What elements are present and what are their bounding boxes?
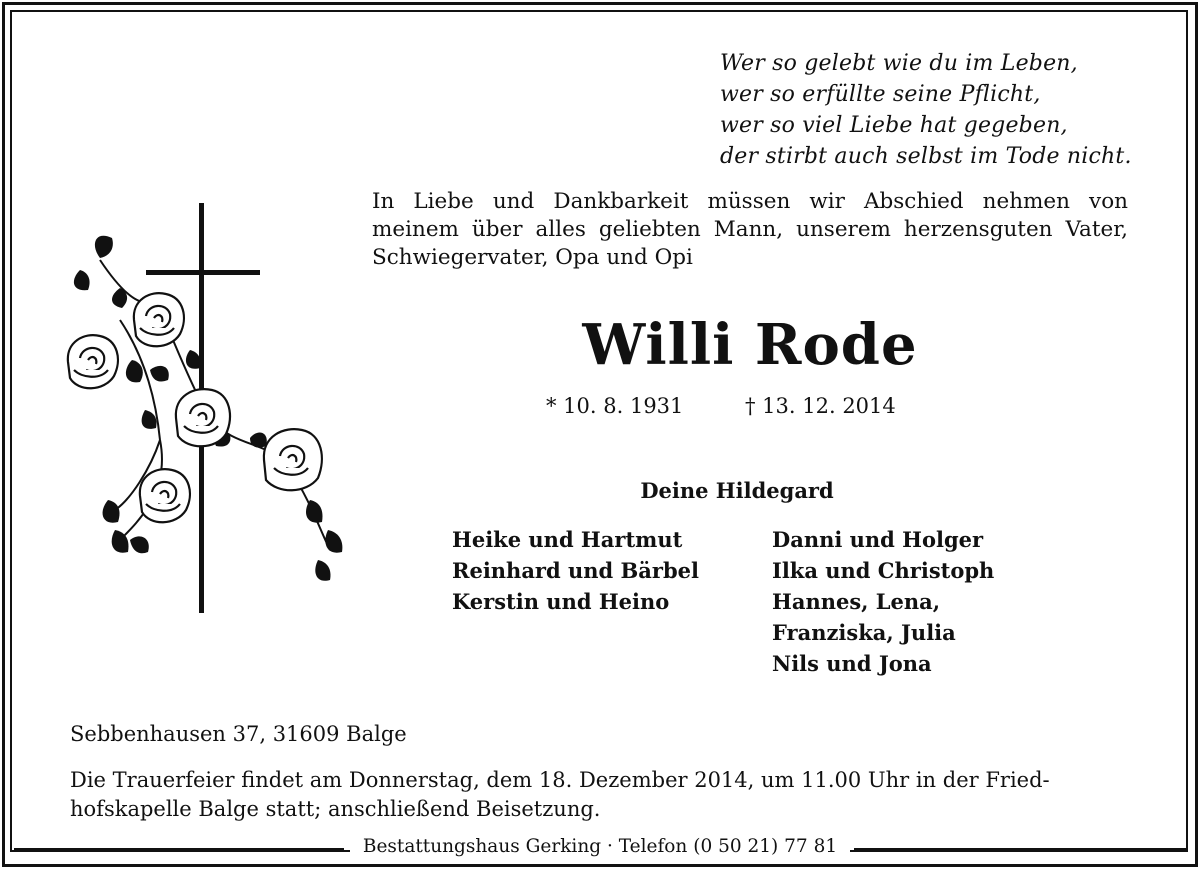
mourner-entry: Franziska, Julia <box>772 620 956 645</box>
poem-line: wer so erfüllte seine Pflicht, <box>720 82 1041 107</box>
death-date: † 13. 12. 2014 <box>745 394 896 418</box>
birth-date: * 10. 8. 1931 <box>546 394 684 418</box>
poem-line: wer so viel Liebe hat gegeben, <box>720 113 1068 138</box>
mourner-entry: Ilka und Christoph <box>772 558 995 583</box>
intro-text <box>372 188 1128 272</box>
poem <box>720 48 1132 172</box>
intro-line: In Liebe und Dankbarkeit müssen wir Abschied nehmen von <box>372 189 1128 214</box>
ceremony-line: Die Trauerfeier findet am Donnerstag, dem 18. Dezember 2014, um 11.00 Uhr in der Fried- <box>70 768 1050 792</box>
funeral-home-footer: Bestattungshaus Gerking · Telefon (0 50 21) 77 81 <box>350 836 850 857</box>
mourner-entry: Reinhard und Bärbel <box>452 558 699 583</box>
mourner-entry: Danni und Holger <box>772 527 984 552</box>
mourner-entry: Hannes, Lena, <box>772 589 941 614</box>
footer-rule-right <box>854 848 1186 851</box>
intro-line: meinem über alles geliebten Mann, unserem herzensguten Vater, <box>372 217 1128 242</box>
intro-line: Schwiegervater, Opa und Opi <box>372 245 693 270</box>
main-mourner: Deine Hildegard <box>640 478 834 503</box>
mourner-entry: Heike und Hartmut <box>452 527 683 552</box>
mourner-entry: Kerstin und Heino <box>452 589 670 614</box>
ceremony-notice <box>70 766 1050 824</box>
mourners-left-column <box>452 524 699 617</box>
footer-rule-left <box>14 848 344 851</box>
deceased-name: Willi Rode <box>582 312 918 378</box>
cross-with-roses-icon <box>60 200 360 620</box>
mourner-entry: Nils und Jona <box>772 651 932 676</box>
mourners-right-column <box>772 524 994 679</box>
address: Sebbenhausen 37, 31609 Balge <box>70 722 407 746</box>
poem-line: der stirbt auch selbst im Tode nicht. <box>720 144 1132 169</box>
ceremony-line: hofskapelle Balge statt; anschließend Beisetzung. <box>70 797 601 821</box>
poem-line: Wer so gelebt wie du im Leben, <box>720 51 1078 76</box>
